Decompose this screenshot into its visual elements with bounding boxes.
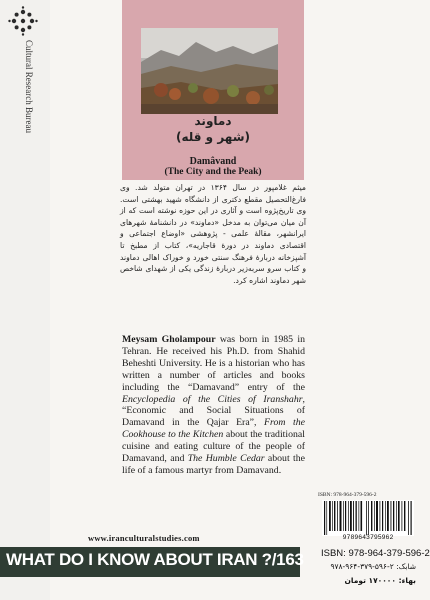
- website-url: www.iranculturalstudies.com: [88, 533, 200, 543]
- isbn-label: ISBN: 978-964-379-596-2: [321, 548, 430, 559]
- series-title: WHAT DO I KNOW ABOUT IRAN ?/163: [6, 550, 304, 569]
- english-title: Damâvand: [189, 156, 237, 167]
- english-author-bio: Meysam Gholampour was born in 1985 in Tehran. He received his Ph.D. from Shahid Beheshti University. He is a historian who has written a number of articles and books including the “Damavand” entry of the Encyclopedia of the Cities of Iranshahr, “Economic and Social Situations of Damavand in the Qajar Era”, From the Cookhouse to the Kitchen about the traditional cuisine and eating culture of the people of Damavand, and The Humble Cedar about the life of a famous martyr from Damavand.: [122, 334, 305, 476]
- isbn-small-label: ISBN: 978-964-379-596-2: [318, 492, 377, 498]
- persian-isbn: شابک: ۲-۵۹۶-۳۷۹-۹۶۴-۹۷۸: [330, 562, 416, 571]
- persian-title: دماوند: [194, 114, 232, 128]
- cover-photo: [141, 28, 278, 114]
- barcode-digits: 9789643795962: [342, 534, 394, 541]
- author-name: Meysam Gholampour: [122, 334, 216, 345]
- english-subtitle: (The City and the Peak): [164, 167, 262, 177]
- publisher-logo-icon: [8, 6, 38, 36]
- persian-author-bio: میثم غلامپور در سال ۱۳۶۴ در تهران متولد شد. وی فارغ‌التحصیل مقطع دکتری از دانشگاه شهید بهشتی است. وی تاریخ‌پژوه است و آثاری در این حوزه نوشته است که از آن میان می‌توان به مدخل «دماوند» در دانشنامهٔ شهرهای ایرانشهر، مقالهٔ علمی - پژوهشی «اوضاع اجتماعی و اقتصادی دماوند در دورهٔ قاجاریه»، کتاب از مطبخ تا آشپزخانه دربارهٔ فرهنگ سنتی خورد و خوراک اهالی دماوند و کتاب سرو سربه‌زیر دربارهٔ زندگی یکی از شهدای شاخص شهر دماوند اشاره کرد.: [120, 183, 306, 285]
- barcode: [322, 500, 414, 536]
- persian-subtitle: (شهر و قله): [175, 130, 250, 144]
- publisher-name: Cultural Research Bureau: [24, 40, 34, 133]
- price-label: بهاء: ۱۷۰۰۰۰ تومان: [344, 576, 416, 585]
